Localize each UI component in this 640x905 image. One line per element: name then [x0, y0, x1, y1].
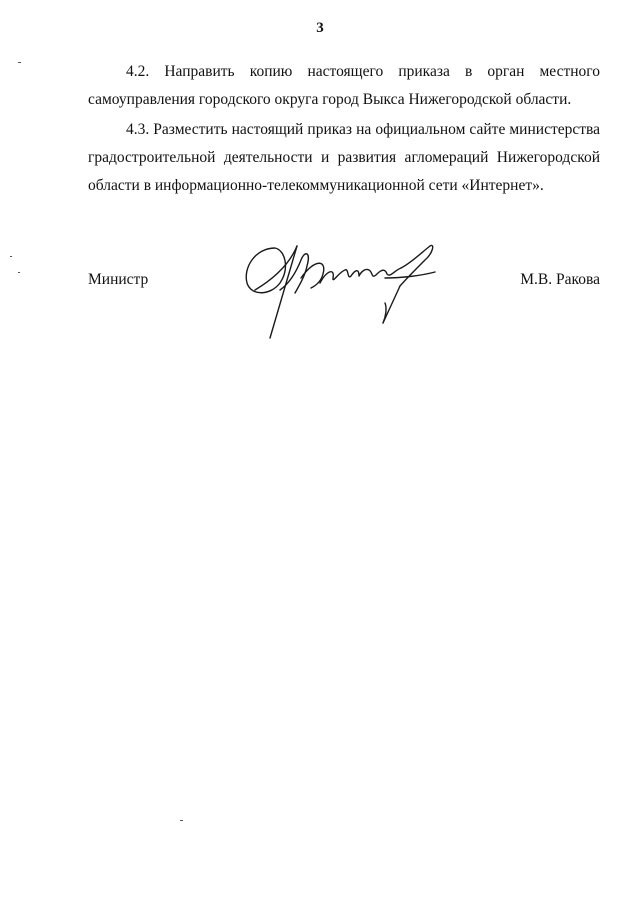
paragraph-4-3 [88, 116, 600, 200]
paragraph-4-2-text: 4.2. Направить копию настоящего приказа в орган местного самоуправления городского округа город Выкса Нижегородской области. [88, 63, 600, 108]
signatory-title: Министр [88, 271, 149, 288]
page-number: 3 [316, 20, 324, 36]
scan-artifact-mark [10, 256, 12, 257]
scan-artifact-mark [18, 272, 20, 273]
paragraph-4-2 [88, 58, 600, 114]
scan-artifact-mark [18, 62, 21, 63]
handwritten-signature [235, 238, 445, 343]
paragraph-4-3-text: 4.3. Разместить настоящий приказ на официальном сайте министерства градостроительной деятельности и развития агломераций Нижегородской области в информационно-телекоммуникационной сети «Интернет». [88, 121, 600, 194]
signatory-name: М.В. Ракова [520, 271, 600, 288]
scan-artifact-mark [180, 820, 183, 821]
